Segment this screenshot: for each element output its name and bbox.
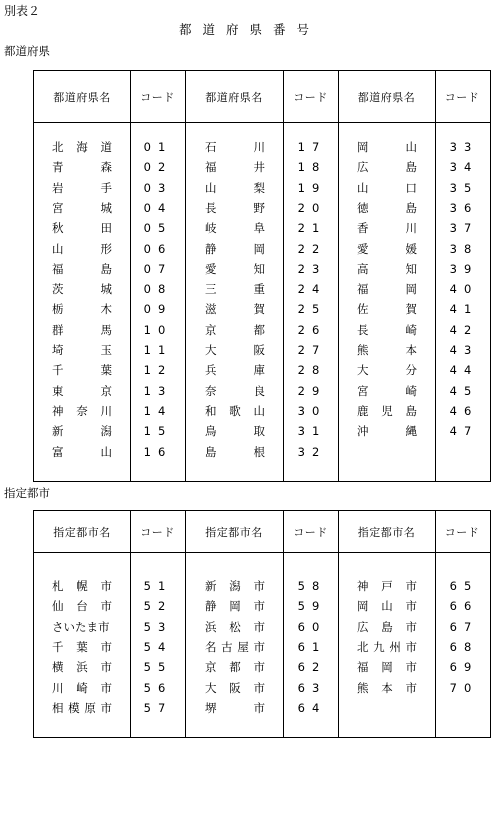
table-cell-code: 64 — [297, 700, 327, 715]
table-cell-name: 岡 山 市 — [357, 599, 417, 614]
table-cell-code: 69 — [449, 660, 479, 675]
table-cell-name: 千 葉 — [52, 363, 112, 378]
table-cell-name: 香 川 — [357, 221, 417, 236]
table-cell-code: 52 — [143, 599, 173, 614]
column-divider — [338, 71, 339, 481]
table-cell-code: 32 — [297, 444, 327, 459]
table-cell-name: 三 重 — [205, 282, 265, 297]
column-divider — [283, 71, 284, 481]
table-cell-code: 26 — [297, 322, 327, 337]
table-cell-code: 28 — [297, 363, 327, 378]
table-cell-name: 神 戸 市 — [357, 579, 417, 593]
table-cell-name: 沖 縄 — [357, 424, 417, 439]
table-cell-code: 65 — [449, 579, 479, 593]
table-cell-name: 岡 山 — [357, 140, 417, 154]
table-cell-name: 群 馬 — [52, 322, 112, 337]
table-cell-code: 12 — [143, 363, 173, 378]
table-cell-code: 37 — [449, 221, 479, 236]
table-cell-code: 30 — [297, 403, 327, 418]
table-cell-name: 広 島 — [357, 160, 417, 175]
table-cell-name: 島 根 — [205, 444, 265, 459]
table-cell-code: 39 — [449, 261, 479, 276]
table-cell-name: 北 海 道 — [52, 140, 112, 154]
table-cell-code: 08 — [143, 282, 173, 297]
table-cell-name: 埼 玉 — [52, 343, 112, 357]
column-divider — [435, 71, 436, 481]
table-cell-name: 北 九 州 市 — [357, 639, 417, 654]
table-cell-code: 01 — [143, 140, 173, 154]
table-cell-code: 07 — [143, 261, 173, 276]
table-cell-name: 大 分 — [357, 363, 417, 378]
section-label-designated-cities: 指定都市 — [4, 486, 50, 500]
table-cell-name: 京 都 市 — [205, 660, 265, 675]
table-cell-code: 23 — [297, 261, 327, 276]
table-cell-name: 宮 城 — [52, 200, 112, 215]
table-cell-name: 広 島 市 — [357, 619, 417, 634]
table-cell-name: 秋 田 — [52, 221, 112, 236]
table-cell-name: 山 口 — [357, 180, 417, 195]
table-cell-name: 新 潟 市 — [205, 579, 265, 593]
table-cell-name: 滋 賀 — [205, 302, 265, 317]
table-cell-name: 佐 賀 — [357, 302, 417, 317]
header-divider — [34, 552, 490, 553]
column-header-code: コード — [140, 526, 175, 539]
table-cell-code: 51 — [143, 579, 173, 593]
page-title: 都道府県番号 — [178, 22, 320, 37]
table-cell-code: 44 — [449, 363, 479, 378]
table-cell-code: 20 — [297, 200, 327, 215]
table-cell-code: 09 — [143, 302, 173, 317]
column-header-code: コード — [293, 91, 328, 104]
table-cell-name: 和 歌 山 — [205, 403, 265, 418]
column-header-code: コード — [140, 91, 175, 104]
column-header-name: 指定都市名 — [205, 526, 263, 539]
table-cell-name: 茨 城 — [52, 282, 112, 297]
table-cell-name: 宮 崎 — [357, 383, 417, 398]
table-cell-code: 11 — [143, 343, 173, 357]
table-cell-name: 岩 手 — [52, 180, 112, 195]
table-cell-code: 68 — [449, 639, 479, 654]
table-cell-name: 静 岡 市 — [205, 599, 265, 614]
column-divider — [283, 511, 284, 737]
table-cell-name: 福 島 — [52, 261, 112, 276]
table-cell-name: 神 奈 川 — [52, 403, 112, 418]
table-cell-name: 長 野 — [205, 200, 265, 215]
table-cell-code: 43 — [449, 343, 479, 357]
table-cell-name: 堺 市 — [205, 700, 265, 715]
table-cell-name: 鹿 児 島 — [357, 403, 417, 418]
prefecture-code-table — [33, 70, 491, 482]
column-header-name: 都道府県名 — [357, 91, 416, 104]
table-cell-code: 54 — [143, 639, 173, 654]
column-header-name: 都道府県名 — [205, 91, 263, 104]
table-cell-code: 02 — [143, 160, 173, 175]
table-cell-code: 29 — [297, 383, 327, 398]
table-cell-name: 山 形 — [52, 241, 112, 256]
designated-city-code-table — [33, 510, 491, 738]
table-cell-code: 55 — [143, 660, 173, 675]
document-label: 別表２ — [4, 4, 41, 18]
table-cell-code: 62 — [297, 660, 327, 675]
table-cell-name: 熊 本 — [357, 343, 417, 357]
table-cell-code: 24 — [297, 282, 327, 297]
table-cell-code: 15 — [143, 424, 173, 439]
table-cell-name: 札 幌 市 — [52, 579, 112, 593]
table-cell-name: 福 井 — [205, 160, 265, 175]
table-cell-code: 19 — [297, 180, 327, 195]
table-cell-name: 石 川 — [205, 140, 265, 154]
section-label-prefectures: 都道府県 — [4, 44, 50, 58]
table-cell-name: 奈 良 — [205, 383, 265, 398]
table-cell-name: 鳥 取 — [205, 424, 265, 439]
table-cell-name: 岐 阜 — [205, 221, 265, 236]
table-cell-code: 47 — [449, 424, 479, 439]
table-cell-name: 徳 島 — [357, 200, 417, 215]
column-divider — [130, 511, 131, 737]
table-cell-name: 高 知 — [357, 261, 417, 276]
table-cell-name: 相 模 原 市 — [52, 700, 112, 715]
table-cell-code: 13 — [143, 383, 173, 398]
table-cell-name: 千 葉 市 — [52, 639, 112, 654]
column-divider — [185, 71, 186, 481]
table-cell-code: 04 — [143, 200, 173, 215]
table-cell-code: 38 — [449, 241, 479, 256]
table-cell-code: 27 — [297, 343, 327, 357]
table-cell-name: 山 梨 — [205, 180, 265, 195]
table-cell-code: 40 — [449, 282, 479, 297]
table-cell-name: 長 崎 — [357, 322, 417, 337]
table-cell-name: 大 阪 市 — [205, 680, 265, 695]
table-cell-code: 58 — [297, 579, 327, 593]
table-cell-code: 34 — [449, 160, 479, 175]
column-header-name: 指定都市名 — [357, 526, 416, 539]
table-cell-name: 福 岡 — [357, 282, 417, 297]
table-cell-code: 16 — [143, 444, 173, 459]
table-cell-code: 03 — [143, 180, 173, 195]
table-cell-code: 60 — [297, 619, 327, 634]
table-cell-name: 仙 台 市 — [52, 599, 112, 614]
table-cell-code: 33 — [449, 140, 479, 154]
table-cell-name: 新 潟 — [52, 424, 112, 439]
table-cell-code: 21 — [297, 221, 327, 236]
table-cell-code: 61 — [297, 639, 327, 654]
table-cell-code: 35 — [449, 180, 479, 195]
table-cell-name: 静 岡 — [205, 241, 265, 256]
table-cell-name: 東 京 — [52, 383, 112, 398]
table-cell-name: 横 浜 市 — [52, 660, 112, 675]
table-cell-name: 川 崎 市 — [52, 680, 112, 695]
column-header-code: コード — [293, 526, 328, 539]
table-cell-name: 浜 松 市 — [205, 619, 265, 634]
table-cell-code: 41 — [449, 302, 479, 317]
table-cell-code: 36 — [449, 200, 479, 215]
table-cell-name: 京 都 — [205, 322, 265, 337]
column-header-code: コード — [444, 526, 480, 539]
table-cell-code: 05 — [143, 221, 173, 236]
table-cell-code: 10 — [143, 322, 173, 337]
table-cell-code: 06 — [143, 241, 173, 256]
table-cell-code: 17 — [297, 140, 327, 154]
column-divider — [338, 511, 339, 737]
table-cell-name: 愛 知 — [205, 261, 265, 276]
table-cell-name: 名 古 屋 市 — [205, 639, 265, 654]
table-cell-name: 福 岡 市 — [357, 660, 417, 675]
table-cell-code: 63 — [297, 680, 327, 695]
table-cell-code: 18 — [297, 160, 327, 175]
table-cell-code: 14 — [143, 403, 173, 418]
table-cell-code: 42 — [449, 322, 479, 337]
table-cell-code: 67 — [449, 619, 479, 634]
table-cell-code: 45 — [449, 383, 479, 398]
column-header-name: 指定都市名 — [53, 526, 111, 539]
table-cell-code: 57 — [143, 700, 173, 715]
table-cell-code: 22 — [297, 241, 327, 256]
table-cell-code: 31 — [297, 424, 327, 439]
table-cell-code: 53 — [143, 619, 173, 634]
table-cell-code: 59 — [297, 599, 327, 614]
table-cell-code: 46 — [449, 403, 479, 418]
table-cell-name: 大 阪 — [205, 343, 265, 357]
column-divider — [130, 71, 131, 481]
column-header-code: コード — [444, 91, 480, 104]
column-divider — [435, 511, 436, 737]
table-cell-name: 兵 庫 — [205, 363, 265, 378]
table-cell-code: 25 — [297, 302, 327, 317]
column-header-name: 都道府県名 — [53, 91, 111, 104]
table-cell-name: 青 森 — [52, 160, 112, 175]
header-divider — [34, 122, 490, 123]
table-cell-name: 愛 媛 — [357, 241, 417, 256]
table-cell-name: さいたま市 — [52, 619, 110, 634]
table-cell-name: 栃 木 — [52, 302, 112, 317]
table-cell-code: 70 — [449, 680, 479, 695]
table-cell-name: 熊 本 市 — [357, 680, 417, 695]
column-divider — [185, 511, 186, 737]
table-cell-code: 56 — [143, 680, 173, 695]
table-cell-code: 66 — [449, 599, 479, 614]
table-cell-name: 富 山 — [52, 444, 112, 459]
